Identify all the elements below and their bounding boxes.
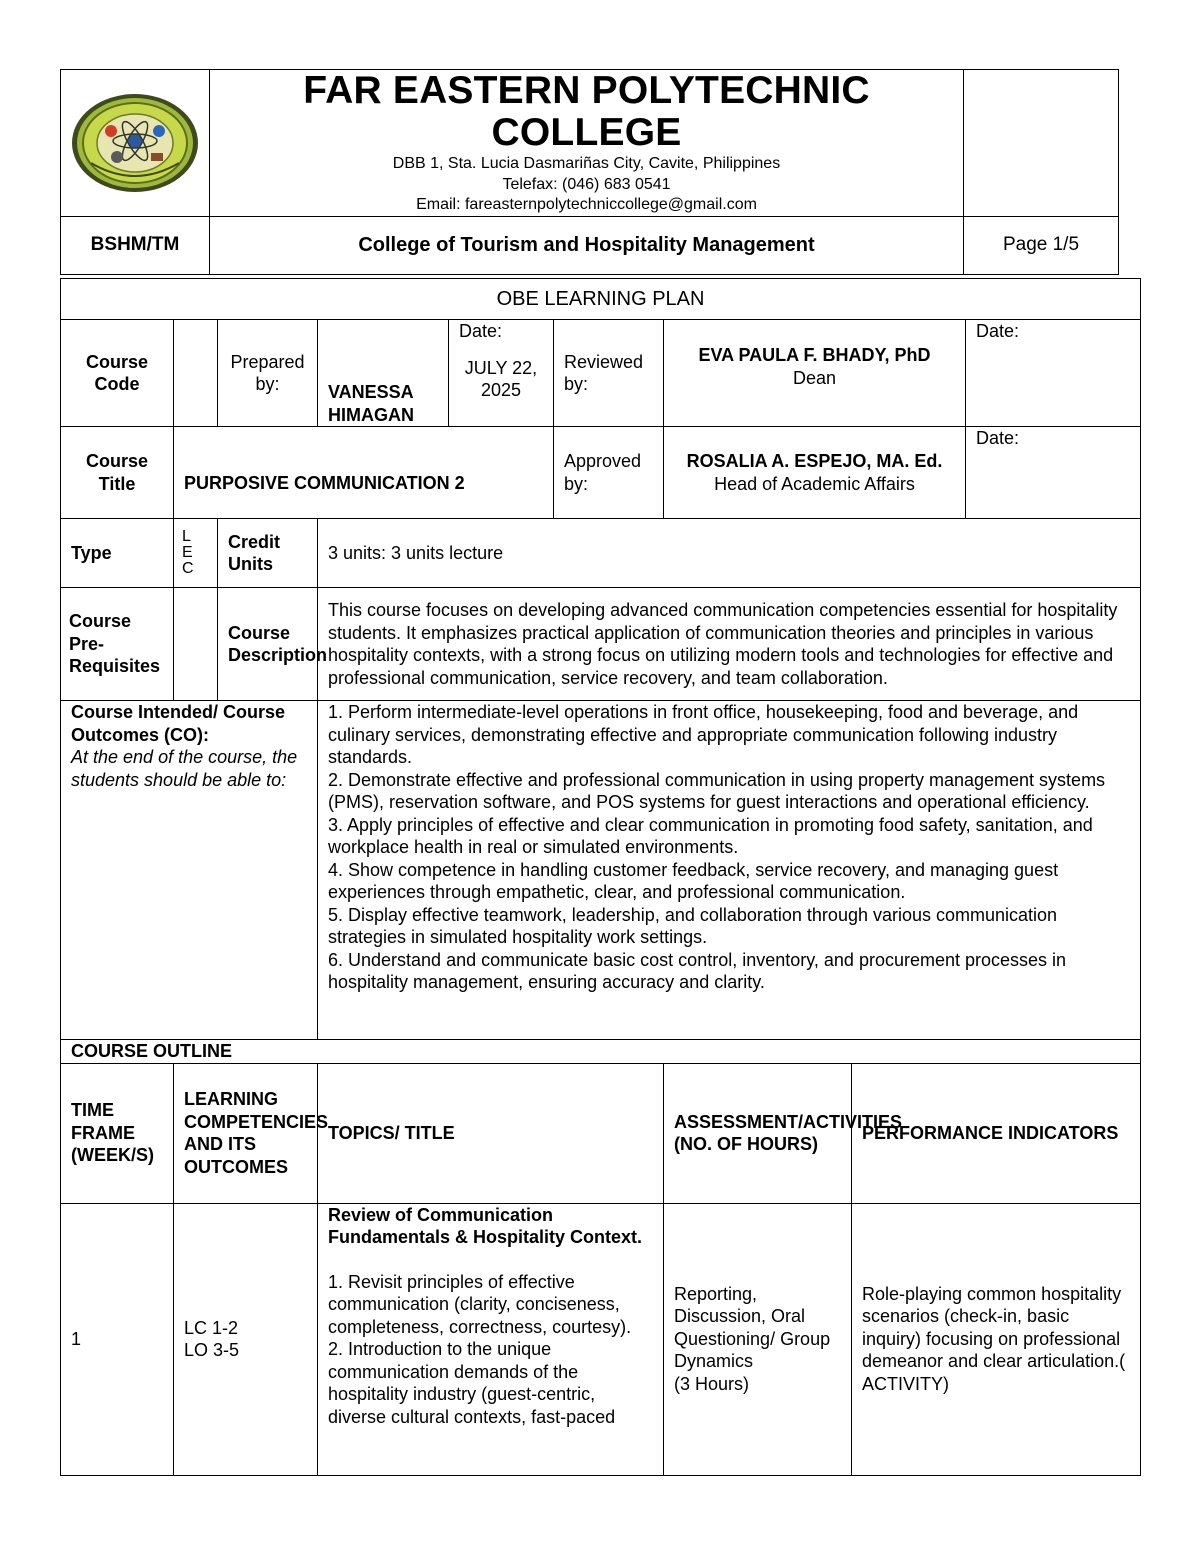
credit-units-label: Credit Units (218, 519, 318, 588)
course-title: PURPOSIVE COMMUNICATION 2 (174, 427, 554, 519)
indicators-cell: Role-playing common hospitality scenarios (check-in, basic inquiry) focusing on professional demeanor and clear articulation.( ACTIVITY) (852, 1203, 1141, 1475)
learning-plan-table (60, 278, 1141, 1476)
col-indicators: PERFORMANCE INDICATORS (852, 1063, 1141, 1203)
course-outline-title: COURSE OUTLINE (61, 1040, 1141, 1064)
competencies-cell: LC 1-2 LO 3-5 (174, 1203, 318, 1475)
outcomes-intro: At the end of the course, the students should be able to: (71, 747, 298, 790)
header-table (60, 69, 1119, 275)
prepared-date-cell (449, 320, 554, 427)
program-code: BSHM/TM (61, 216, 210, 274)
college-address: DBB 1, Sta. Lucia Dasmariñas City, Cavite, Philippines (392, 155, 781, 172)
prepared-date-label: Date: (459, 321, 503, 341)
prerequisites-label: Course Pre-Requisites (61, 588, 174, 701)
course-description: This course focuses on developing advanced communication competencies essential for hospitality students. It emphasizes practical application of communication theories and principles in various hospitality contexts, with a strong focus on utilizing modern tools and technologies for effective and professional communication, service recovery, and team collaboration. (318, 588, 1141, 701)
col-time-frame: TIME FRAME (WEEK/S) (61, 1063, 174, 1203)
reviewer-title: Dean (792, 367, 837, 388)
outcome-item: 3. Apply principles of effective and clear communication in promoting food safety, sanitation, and workplace health in real or simulated environments. (328, 814, 1093, 857)
department-name: College of Tourism and Hospitality Management (210, 216, 964, 274)
prepared-by-label: Prepared by: (218, 320, 318, 427)
college-seal-icon (71, 93, 199, 193)
course-code-label: Course Code (61, 320, 174, 427)
page-number: Page 1/5 (964, 216, 1119, 274)
col-competencies: LEARNING COMPETENCIES AND ITS OUTCOMES (174, 1063, 318, 1203)
college-name: FAR EASTERN POLYTECHNIC COLLEGE (303, 69, 870, 154)
prepared-date: JULY 22, 2025 (464, 357, 538, 400)
table-row (61, 1203, 1141, 1475)
approved-by-label: Approved by: (554, 427, 664, 519)
prerequisites-value (174, 588, 218, 701)
topic-title: Review of Communication Fundamentals & Hospitality Context. (328, 1204, 643, 1247)
approver-title: Head of Academic Affairs (714, 473, 915, 494)
topic-cell (318, 1203, 664, 1475)
prepared-by-name: VANESSA HIMAGAN (318, 320, 449, 427)
college-info (210, 70, 964, 217)
assessment-cell: Reporting, Discussion, Oral Questioning/ Group Dynamics (3 Hours) (664, 1203, 852, 1475)
reviewer-cell (664, 320, 966, 427)
outcomes-list (318, 701, 1141, 1040)
reviewed-by-label: Reviewed by: (554, 320, 664, 427)
plan-title: OBE LEARNING PLAN (61, 279, 1141, 320)
outcome-item: 1. Perform intermediate-level operations in front office, housekeeping, food and beverage, and culinary services, demonstrating effective and appropriate communication following industry standards. (328, 702, 1079, 767)
type-label: Type (61, 519, 174, 588)
outcome-item: 5. Display effective teamwork, leadership, and collaboration through various communication strategies in simulated hospitality work settings. (328, 904, 1058, 947)
college-seal (61, 70, 210, 217)
type-value: L E C (174, 519, 218, 588)
col-assessment: ASSESSMENT/ACTIVITIES (NO. OF HOURS) (664, 1063, 852, 1203)
reviewer-name: EVA PAULA F. BHADY, PhD (698, 345, 931, 365)
course-code-value (174, 320, 218, 427)
reviewed-date-label: Date: (966, 320, 1141, 427)
description-label: Course Description (218, 588, 318, 701)
outcomes-label-cell (61, 701, 318, 1040)
topic-body: 1. Revisit principles of effective communication (clarity, conciseness, completeness, correctness, courtesy). 2. Introduction to the unique communication demands of the hospitality industry (guest-centric, diverse cultural contexts, fast-paced (328, 1271, 632, 1427)
college-email: Email: fareasternpolytechniccollege@gmail.com (416, 196, 757, 213)
credit-units-value: 3 units: 3 units lecture (318, 519, 1141, 588)
col-topics: TOPICS/ TITLE (318, 1063, 664, 1203)
approver-cell (664, 427, 966, 519)
approver-name: ROSALIA A. ESPEJO, MA. Ed. (686, 451, 943, 471)
college-telefax: Telefax: (046) 683 0541 (502, 175, 671, 193)
outcome-item: 4. Show competence in handling customer feedback, service recovery, and managing guest experiences through empathetic, clear, and professional communication. (328, 859, 1059, 902)
outcome-item: 6. Understand and communicate basic cost control, inventory, and procurement processes in hospitality management, ensuring accuracy and clarity. (328, 949, 1067, 992)
week-cell: 1 (61, 1203, 174, 1475)
outcome-item: 2. Demonstrate effective and professional communication in using property management systems (PMS), reservation software, and POS systems for guest interactions and operational efficiency. (328, 769, 1106, 812)
approved-date-label: Date: (966, 427, 1141, 519)
course-title-label: Course Title (61, 427, 174, 519)
outcomes-label: Course Intended/ Course Outcomes (CO): (71, 702, 286, 745)
